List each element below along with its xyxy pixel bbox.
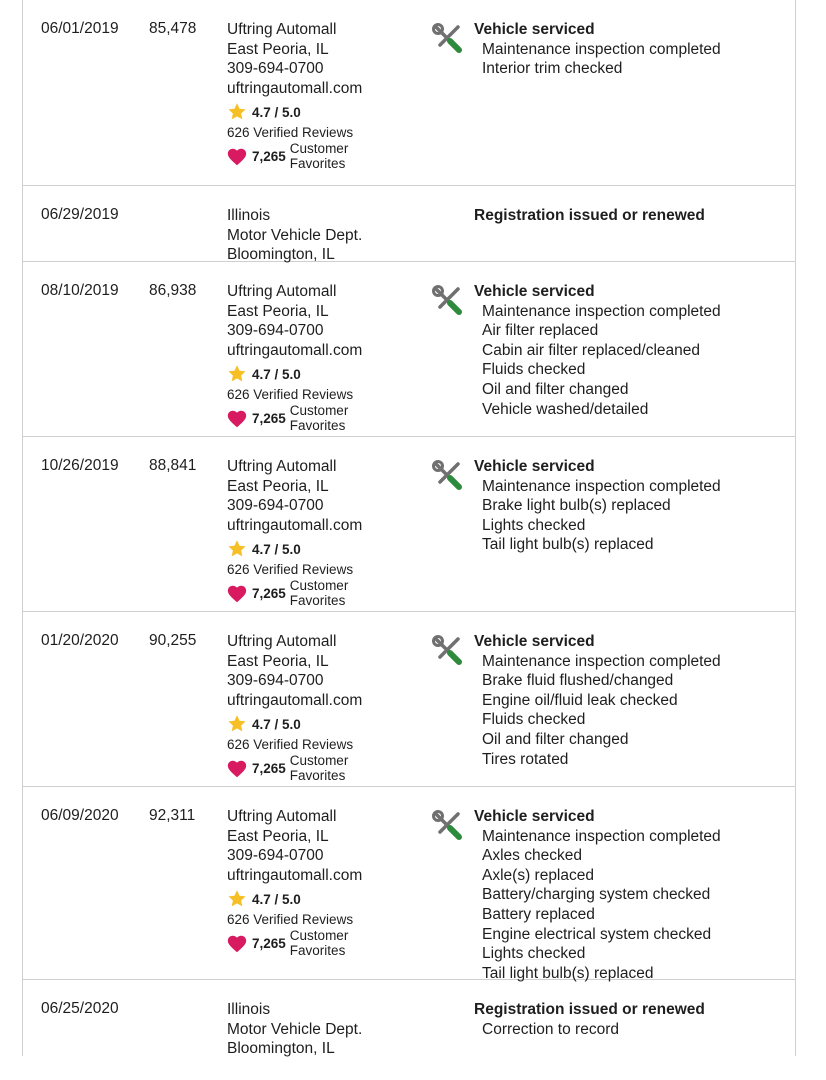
record-date: 01/20/2020 — [41, 632, 119, 649]
history-row — [23, 262, 795, 437]
heart-icon — [227, 409, 247, 428]
record-source — [227, 632, 362, 783]
record-detail: Maintenance inspection completed — [482, 652, 721, 670]
favorites-count: 7,265 — [252, 585, 286, 601]
record-detail: Axles checked — [482, 847, 582, 865]
star-icon — [227, 102, 247, 122]
record-heading: Vehicle serviced — [474, 283, 595, 300]
source-website[interactable]: uftringautomall.com — [227, 866, 363, 884]
source-phone[interactable]: 309-694-0700 — [227, 847, 324, 865]
source-line: Illinois — [227, 207, 271, 224]
favorites-label: Favorites — [289, 156, 346, 172]
history-row — [23, 612, 795, 787]
star-icon — [227, 539, 247, 559]
heart-icon — [227, 759, 247, 778]
record-source — [227, 206, 362, 265]
tools-icon — [431, 284, 463, 316]
tools-icon — [431, 22, 463, 54]
source-name: Uftring Automall — [227, 283, 337, 300]
rating-value: 4.7 / 5.0 — [252, 104, 301, 120]
source-rating — [227, 102, 362, 122]
source-rating — [227, 539, 362, 559]
record-date: 08/10/2019 — [41, 282, 119, 299]
history-row — [23, 0, 795, 186]
record-comments — [474, 20, 721, 79]
record-comments — [474, 632, 721, 769]
record-detail: Correction to record — [482, 1020, 619, 1038]
favorites-label: Customer — [289, 578, 349, 594]
rating-value: 4.7 / 5.0 — [252, 366, 301, 382]
source-location: East Peoria, IL — [227, 827, 329, 845]
favorites-label: Favorites — [289, 418, 346, 434]
source-line: Motor Vehicle Dept. — [227, 226, 363, 244]
source-name: Uftring Automall — [227, 808, 337, 825]
source-phone[interactable]: 309-694-0700 — [227, 322, 324, 340]
record-detail: Tail light bulb(s) replaced — [482, 536, 654, 554]
record-heading: Registration issued or renewed — [474, 1001, 705, 1018]
record-detail: Maintenance inspection completed — [482, 302, 721, 320]
record-detail: Brake light bulb(s) replaced — [482, 497, 671, 515]
record-mileage: 88,841 — [149, 457, 197, 474]
record-date: 10/26/2019 — [41, 457, 119, 474]
source-rating — [227, 364, 362, 384]
source-name: Uftring Automall — [227, 21, 337, 38]
record-detail: Air filter replaced — [482, 322, 599, 340]
tools-icon — [431, 809, 463, 841]
reviews-count[interactable]: 626 Verified Reviews — [227, 125, 354, 141]
record-heading: Vehicle serviced — [474, 21, 595, 38]
favorites-label: Customer — [289, 403, 349, 419]
record-date: 06/25/2020 — [41, 1000, 119, 1017]
record-detail: Lights checked — [482, 945, 586, 963]
rating-value: 4.7 / 5.0 — [252, 891, 301, 907]
favorites-count: 7,265 — [252, 935, 286, 951]
history-row — [23, 787, 795, 980]
source-phone[interactable]: 309-694-0700 — [227, 672, 324, 690]
record-detail: Oil and filter changed — [482, 380, 629, 398]
record-source — [227, 1000, 362, 1059]
history-table — [22, 0, 796, 1056]
record-detail: Lights checked — [482, 516, 586, 534]
record-date: 06/09/2020 — [41, 807, 119, 824]
reviews-count[interactable]: 626 Verified Reviews — [227, 387, 354, 403]
tools-icon — [431, 459, 463, 491]
source-name: Uftring Automall — [227, 458, 337, 475]
favorites-label: Customer — [289, 753, 349, 769]
rating-value: 4.7 / 5.0 — [252, 541, 301, 557]
source-phone[interactable]: 309-694-0700 — [227, 497, 324, 515]
record-comments — [474, 282, 721, 419]
source-website[interactable]: uftringautomall.com — [227, 341, 363, 359]
record-date: 06/29/2019 — [41, 206, 119, 223]
reviews-count[interactable]: 626 Verified Reviews — [227, 912, 354, 928]
source-website[interactable]: uftringautomall.com — [227, 691, 363, 709]
record-mileage: 85,478 — [149, 20, 197, 37]
source-location: East Peoria, IL — [227, 302, 329, 320]
record-detail: Fluids checked — [482, 711, 586, 729]
record-detail: Maintenance inspection completed — [482, 827, 721, 845]
record-detail: Battery/charging system checked — [482, 886, 711, 904]
record-detail: Brake fluid flushed/changed — [482, 672, 674, 690]
record-heading: Vehicle serviced — [474, 808, 595, 825]
favorites-label: Favorites — [289, 768, 346, 784]
customer-favorites — [227, 141, 362, 171]
tools-icon — [431, 634, 463, 666]
record-detail: Tires rotated — [482, 750, 569, 768]
heart-icon — [227, 147, 247, 166]
heart-icon — [227, 934, 247, 953]
source-location: East Peoria, IL — [227, 652, 329, 670]
favorites-count: 7,265 — [252, 410, 286, 426]
record-detail: Engine oil/fluid leak checked — [482, 691, 678, 709]
favorites-count: 7,265 — [252, 760, 286, 776]
source-rating — [227, 889, 362, 909]
record-source — [227, 457, 362, 608]
favorites-count: 7,265 — [252, 148, 286, 164]
source-name: Uftring Automall — [227, 633, 337, 650]
source-location: East Peoria, IL — [227, 477, 329, 495]
reviews-count[interactable]: 626 Verified Reviews — [227, 737, 354, 753]
record-source — [227, 282, 362, 433]
favorites-label: Favorites — [289, 943, 346, 959]
record-date: 06/01/2019 — [41, 20, 119, 37]
record-source — [227, 20, 362, 171]
record-mileage: 92,311 — [149, 807, 196, 824]
record-detail: Maintenance inspection completed — [482, 477, 721, 495]
source-line: Illinois — [227, 1001, 271, 1018]
record-comments — [474, 1000, 705, 1039]
record-detail: Battery replaced — [482, 905, 595, 923]
star-icon — [227, 889, 247, 909]
heart-icon — [227, 584, 247, 603]
record-heading: Registration issued or renewed — [474, 207, 705, 224]
record-source — [227, 807, 362, 958]
favorites-label: Customer — [289, 928, 349, 944]
source-line: Bloomington, IL — [227, 246, 335, 264]
reviews-count[interactable]: 626 Verified Reviews — [227, 562, 354, 578]
record-mileage: 86,938 — [149, 282, 197, 299]
record-detail: Tail light bulb(s) replaced — [482, 964, 654, 982]
record-comments — [474, 807, 721, 983]
source-phone[interactable]: 309-694-0700 — [227, 60, 324, 78]
record-detail: Axle(s) replaced — [482, 866, 594, 884]
record-detail: Fluids checked — [482, 361, 586, 379]
source-website[interactable]: uftringautomall.com — [227, 79, 363, 97]
favorites-label: Customer — [289, 141, 349, 157]
history-row — [23, 437, 795, 612]
record-detail: Oil and filter changed — [482, 730, 629, 748]
record-detail: Vehicle washed/detailed — [482, 400, 649, 418]
record-detail: Interior trim checked — [482, 60, 623, 78]
record-heading: Vehicle serviced — [474, 633, 595, 650]
customer-favorites — [227, 753, 362, 783]
source-website[interactable]: uftringautomall.com — [227, 516, 363, 534]
customer-favorites — [227, 928, 362, 958]
source-location: East Peoria, IL — [227, 40, 329, 58]
record-heading: Vehicle serviced — [474, 458, 595, 475]
favorites-label: Favorites — [289, 593, 346, 609]
history-row — [23, 980, 795, 1056]
record-detail: Engine electrical system checked — [482, 925, 712, 943]
source-rating — [227, 714, 362, 734]
record-comments — [474, 457, 721, 555]
rating-value: 4.7 / 5.0 — [252, 716, 301, 732]
record-detail: Maintenance inspection completed — [482, 40, 721, 58]
customer-favorites — [227, 403, 362, 433]
record-comments — [474, 206, 705, 226]
source-line: Bloomington, IL — [227, 1040, 335, 1058]
source-line: Motor Vehicle Dept. — [227, 1020, 363, 1038]
customer-favorites — [227, 578, 362, 608]
star-icon — [227, 714, 247, 734]
record-detail: Cabin air filter replaced/cleaned — [482, 341, 700, 359]
record-mileage: 90,255 — [149, 632, 197, 649]
star-icon — [227, 364, 247, 384]
history-row — [23, 186, 795, 262]
